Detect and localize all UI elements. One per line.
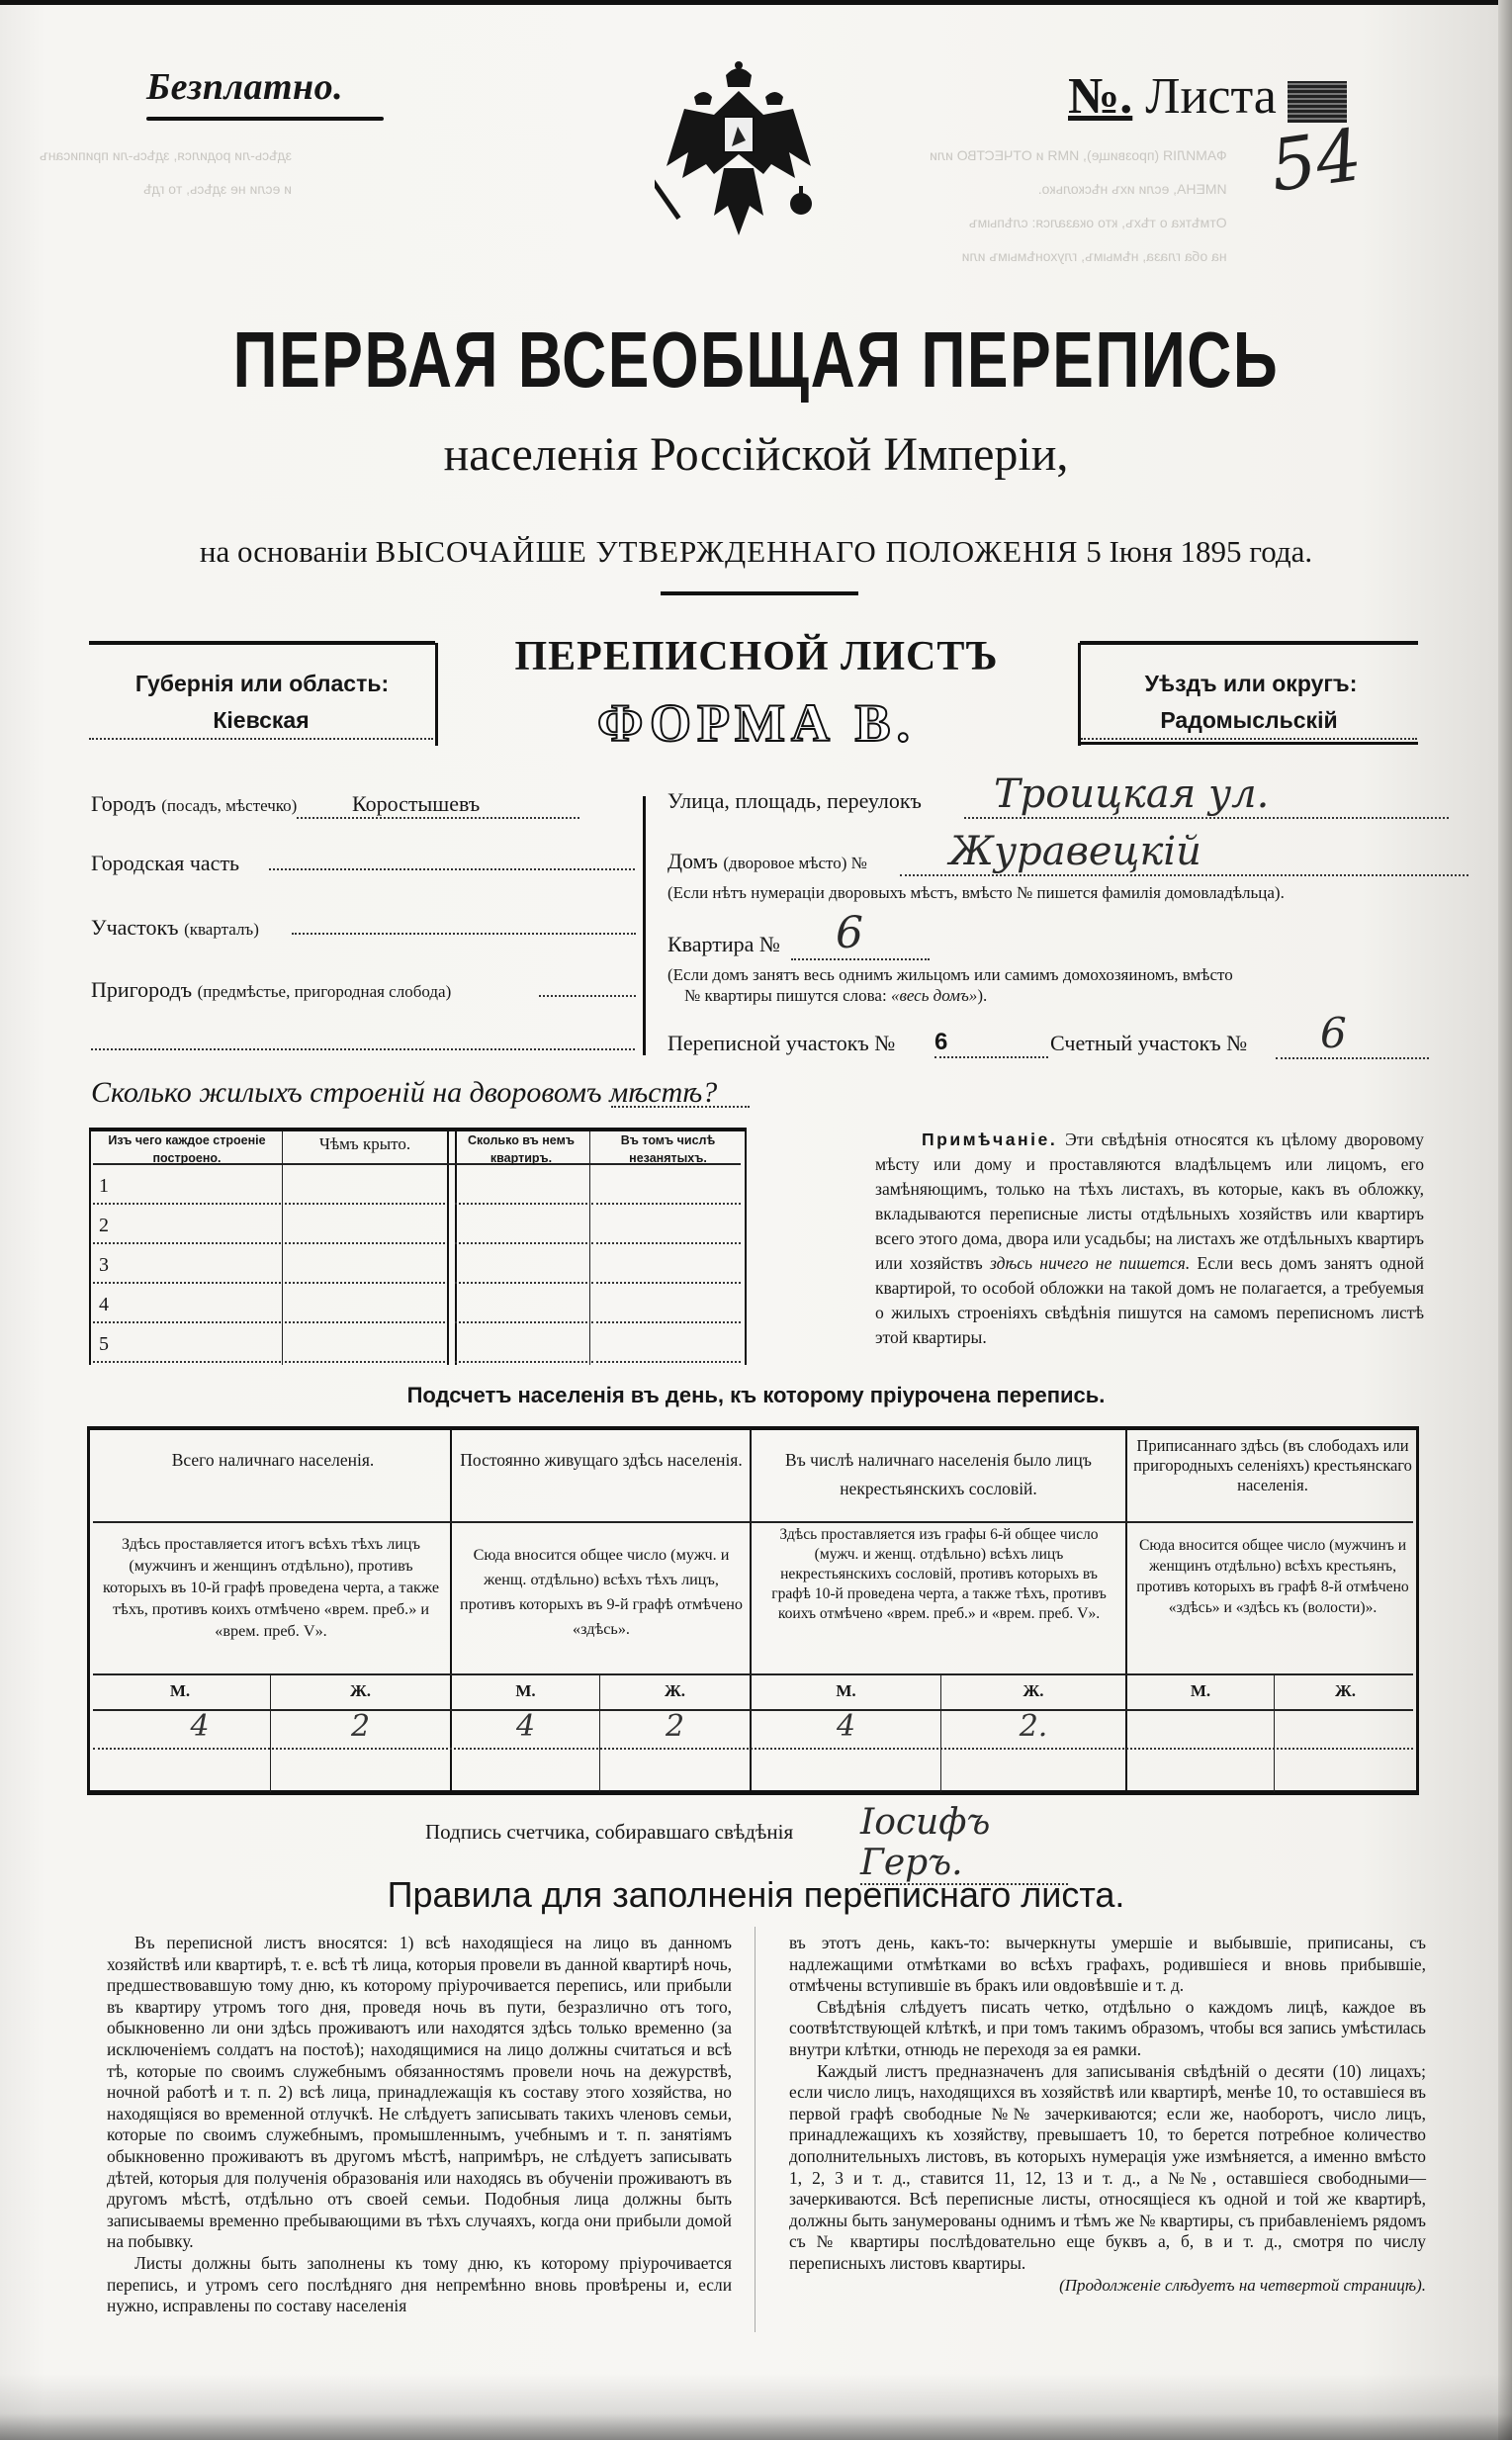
column-header-vacant: Въ томъ числѣ незанятыхъ.: [620, 1133, 716, 1165]
title-divider: [661, 591, 858, 595]
rules-title: Правила для заполненія переписнаго листа.: [387, 1874, 1125, 1915]
census-area-input[interactable]: 6: [934, 1029, 1048, 1058]
free-of-charge-label: Безплатно.: [146, 66, 344, 108]
district-label: Уѣздъ или округъ:: [1144, 671, 1358, 696]
apartment-input[interactable]: 6: [791, 908, 930, 960]
apartment-label: Квартира №: [667, 932, 780, 956]
column-header-material: Изъ чего каждое строеніе построено.: [108, 1133, 266, 1165]
column-header-apartments: Сколько въ немъ квартиръ.: [468, 1133, 575, 1165]
rules-paragraph: Листы должны быть заполнены къ тому дню, къ которому пріурочивается перепись, и утромъ сего послѣдняго дня непремѣнно вновь провѣрены и, если нужно, исправлены по составу населенія: [107, 2252, 732, 2316]
province-value[interactable]: Кіевская: [89, 707, 433, 740]
table-row: [93, 1323, 741, 1363]
rules-paragraph: Въ переписной листъ вносятся: 1) всѣ находящіеся на лицо въ данномъ хозяйствѣ или квартирѣ, т. е. всѣ тѣ лица, которыя провели въ данной квартирѣ ночь, предшествовавшую тому дню, къ которому пріурочивается перепись, или прибыли въ квартиру утромъ того дня, проведя ночь въ пути, безразлично отъ того, обыкновенно ли они здѣсь проживаютъ или находятся здѣсь только временно (за исключеніемъ солдатъ на постоѣ); находящимися на лицо должны считаться и всѣ тѣ, которые по своимъ служебнымъ обязанностямъ провели ночь на дежурствѣ, ночной работѣ и т. п. 2) всѣ лица, принадлежащія къ составу этого хозяйства, но находящіяся во временной отлучкѣ. Не слѣдуетъ записывать такихъ членовъ семьи, которые по своимъ служебнымъ, промышленнымъ, учебнымъ и т. п. занятіямъ обыкновенно проживаютъ въ другомъ мѣстѣ, напримѣръ, не слѣдуетъ записывать дѣтей, которыя для полученія образованія или находясь въ обученіи проживаютъ въ другомъ мѣстѣ, отдѣльно отъ своей семьи. Подобныя лица должны быть записываемы временно пребывающими въ тѣхъ случаяхъ, когда они прибыли домой на побывку.: [107, 1933, 732, 2252]
population-count-table: [87, 1426, 1419, 1796]
table-row: [93, 1165, 741, 1205]
band-top-rule-right: [1080, 641, 1418, 645]
band-divider: [435, 643, 438, 746]
table-row: [93, 1244, 741, 1284]
continuation-note: (Продолженіе слѣдуетъ на четвертой страницѣ).: [1059, 2275, 1426, 2295]
precinct-field: Участокъ (кварталъ): [91, 915, 259, 940]
city-district-input[interactable]: [269, 868, 635, 870]
female-label: Ж.: [349, 1681, 372, 1700]
total-present-male[interactable]: 4: [190, 1709, 210, 1744]
apartment-note: (Если домъ занятъ весь однимъ жильцомъ или самимъ домохозяиномъ, вмѣсто № квартиры пишутся слова: «весь домъ»).: [667, 965, 1233, 1005]
scan-top-border: [0, 0, 1512, 5]
house-field: Домъ (дворовое мѣсто) №: [667, 849, 867, 873]
rules-column-divider: [755, 1927, 756, 2332]
female-label: Ж.: [1334, 1681, 1357, 1700]
table-row: [93, 1205, 741, 1244]
permanent-female[interactable]: 2: [665, 1709, 685, 1744]
buildings-question: Сколько жилыхъ строеній на дворовомъ мѣстѣ?: [91, 1076, 718, 1109]
vacant-cell[interactable]: [591, 1361, 741, 1363]
band-bottom-rule: [1080, 742, 1418, 745]
non-peasant-female[interactable]: 2.: [1019, 1709, 1048, 1744]
bleed-through-text: здѣсь-ли родился, здѣсь-ли приписанъ и если не здѣсь, то гдѣ: [40, 147, 293, 197]
district-value[interactable]: Радомысльскій: [1081, 707, 1417, 740]
row-number: 3: [99, 1254, 109, 1276]
male-label: М.: [1190, 1681, 1211, 1700]
row-number: 4: [99, 1294, 109, 1315]
column-heading-permanent: Постоянно живущаго здѣсь населенія.: [460, 1450, 743, 1470]
census-area-label: Переписной участокъ №: [667, 1031, 896, 1055]
precinct-input[interactable]: [292, 933, 636, 935]
sheet-number-handwritten: 54: [1265, 113, 1368, 208]
city-input[interactable]: Коростышевъ: [297, 791, 579, 819]
bleed-through-text: ФАМИЛІЯ (прозвище), ИМЯ и ОТЧЕСТВО или ИМЕНА, если ихъ нѣсколько. Отмѣтка о тѣхъ, кто оказался: слѣпымъ на оба глаза, нѣмымъ, глухонѣмымъ или: [930, 147, 1227, 264]
form-type: ФОРМА В.: [597, 693, 916, 753]
house-input[interactable]: Журавецкій: [900, 829, 1468, 876]
buildings-note: Примѣчаніе. Эти свѣдѣнія относятся къ цѣлому дворовому мѣсту или дому и проставляются владѣльцемъ или лицомъ, его замѣняющимъ, только на тѣхъ листахъ, въ которые, какъ въ обложку, вкладываются переписные листы отдѣльныхъ хозяйствъ или квартиръ всего этого дома, двора или усадьбы; на листахъ же отдѣльныхъ квартиръ или хозяйствъ здѣсь ничего не пишется. Если весь домъ занятъ одной квартирой, то особой обложки на такой домъ не полагается, а требуемыя о жилыхъ строеніяхъ свѣдѣнія пишутся на самомъ переписномъ листѣ этой квартиры.: [875, 1130, 1425, 1347]
city-district-label: Городская часть: [91, 851, 240, 875]
rules-paragraph: Свѣдѣнія слѣдуетъ писать четко, отдѣльно о каждомъ лицѣ, каждое въ соотвѣтствующей клѣткѣ, и при томъ такимъ образомъ, чтобы вся запись умѣстилась внутри клѣтки, отнюдь не переходя за ея рамки.: [789, 1996, 1426, 2059]
table-row: [93, 1284, 741, 1323]
province-label: Губернія или область:: [134, 671, 390, 696]
suburb-input[interactable]: [539, 995, 636, 997]
counting-area-label: Счетный участокъ №: [1050, 1031, 1248, 1055]
female-label: Ж.: [664, 1681, 686, 1700]
row-number: 5: [99, 1333, 109, 1355]
number-sign: №.: [1068, 68, 1133, 125]
female-label: Ж.: [1023, 1681, 1044, 1700]
male-label: М.: [515, 1681, 536, 1700]
column-description-permanent: Сюда вносится общее число (мужч. и женщ. отдѣльно) всѣхъ тѣхъ лицъ, противъ которыхъ въ 9-й графѣ отмѣчено «здѣсь».: [460, 1546, 743, 1638]
legal-basis: на основаніи ВЫСОЧАЙШЕ УТВЕРЖДЕННАГО ПОЛОЖЕНІЯ 5 Іюня 1895 года.: [199, 534, 1313, 569]
enumerator-signature[interactable]: Іосифъ Геръ.: [860, 1802, 1068, 1885]
male-label: М.: [836, 1681, 856, 1700]
row-number: 2: [99, 1215, 109, 1236]
page-title: ПЕРВАЯ ВСЕОБЩАЯ ПЕРЕПИСЬ: [232, 316, 1280, 404]
buildings-rows: [93, 1165, 741, 1363]
suburb-field: Пригородъ (предмѣстье, пригородная слобода): [91, 977, 452, 1002]
column-heading-registered-peasant: Приписаннаго здѣсь (въ слободахъ или пригородныхъ селеніяхъ) крестьянскаго населенія.: [1133, 1436, 1412, 1494]
sheet-word: Листа: [1145, 68, 1277, 125]
rules-paragraph: Каждый листъ предназначенъ для записыванія свѣдѣній о десяти (10) лицахъ; если число лицъ, находящихся въ хозяйствѣ или квартирѣ, менѣе 10, то оставшіеся въ первой графѣ свободные №№ зачеркиваются; если же, наоборотъ, число лицъ, принадлежащихъ къ хозяйству, превышаетъ 10, то берется потребное количество дополнительныхъ листовъ, въ которыхъ нумерація уже измѣняется, а именно вмѣсто 1, 2, 3 и т. д., ставится 11, 12, 13 и т. д., а №№, оставшіеся свободными—зачеркиваются. Всѣ переписные листы, относящіеся къ одной и той же квартирѣ, должны быть занумерованы однимъ и тѣмъ же № квартиры, съ прибавленіемъ рядомъ съ № квартиры послѣдовательно еще буквъ а, б, в и т. д., смотря по числу переписныхъ листовъ квартиры.: [789, 2060, 1426, 2273]
population-count-title: Подсчетъ населенія въ день, къ которому пріурочена перепись.: [406, 1383, 1106, 1407]
enumerator-signature-label: Подпись счетчика, собиравшаго свѣдѣнія: [425, 1820, 794, 1844]
counting-area-input[interactable]: 6: [1276, 1009, 1429, 1059]
male-label: М.: [169, 1681, 191, 1700]
rules-left-column: [107, 1933, 732, 2317]
scan-right-edge: [1498, 0, 1512, 2440]
street-label: Улица, площадь, переулокъ: [667, 788, 922, 813]
column-header-roof: Чѣмъ крыто.: [318, 1134, 411, 1153]
extra-address-line[interactable]: [91, 1048, 635, 1050]
buildings-count-input[interactable]: [611, 1106, 750, 1108]
house-note: (Если нѣтъ нумераціи дворовыхъ мѣстъ, вмѣсто № пишется фамилія домовладѣльца).: [667, 883, 1285, 902]
non-peasant-male[interactable]: 4: [836, 1709, 856, 1744]
total-present-female[interactable]: 2: [350, 1709, 371, 1744]
form-title: ПЕРЕПИСНОЙ ЛИСТЪ: [514, 634, 999, 679]
column-description-registered-peasant: Сюда вносится общее число (мужчинъ и женщинъ отдѣльно) всѣхъ крестьянъ, противъ которыхъ въ графѣ 8-й отмѣчено «здѣсь» и «здѣсь къ (волости)».: [1136, 1537, 1409, 1616]
column-heading-total-present: Всего наличнаго населенія.: [171, 1450, 375, 1470]
roof-cell[interactable]: [285, 1361, 445, 1363]
street-input[interactable]: Троицкая ул.: [964, 771, 1449, 819]
address-divider: [643, 796, 646, 1055]
column-description-non-peasant: Здѣсь проставляется изъ графы 6-й общее число (мужч. и женщ. отдѣльно) всѣхъ лицъ некрестьянскихъ сословій, противъ которыхъ въ графѣ 10-й проведена черта, а также тѣхъ, противъ коихъ отмѣчено «врем. преб.» и «врем. преб. V».: [771, 1526, 1107, 1622]
column-heading-non-peasant: Въ числѣ наличнаго населенія было лицъ некрестьянскихъ сословій.: [785, 1450, 1092, 1498]
page-subtitle: населенія Россійской Имперіи,: [443, 428, 1069, 481]
column-description-total-present: Здѣсь проставляется итогъ всѣхъ тѣхъ лицъ (мужчинъ и женщинъ отдѣльно), противъ которыхъ въ 10-й графѣ проведена черта, а также тѣхъ, противъ коихъ отмѣчено «врем. преб.» и «врем. преб. V».: [102, 1535, 440, 1640]
apartments-cell[interactable]: [455, 1361, 587, 1363]
scan-bottom-shadow: [0, 2374, 1512, 2440]
imperial-eagle-icon: [655, 57, 823, 245]
permanent-male[interactable]: 4: [515, 1709, 536, 1744]
row-number: 1: [99, 1175, 109, 1197]
sheet-number-label: [1068, 67, 1277, 126]
note-lead: Примѣчаніе.: [921, 1130, 1058, 1149]
free-label-underline: [146, 117, 384, 121]
city-field: Городъ (посадъ, мѣстечко): [91, 791, 298, 816]
material-cell[interactable]: [93, 1361, 281, 1363]
buildings-table: [89, 1128, 747, 1365]
band-top-rule-left: [89, 641, 435, 645]
rules-right-column: [789, 1933, 1426, 2296]
rules-paragraph: въ этотъ день, какъ-то: вычеркнуты умершіе и выбывшіе, приписаны, съ надлежащими отмѣтками во всѣхъ графахъ, родившіеся и вновь прибывшіе, отмѣчены вступившіе въ бракъ или овдовѣвшіе и т. д.: [789, 1933, 1426, 1996]
